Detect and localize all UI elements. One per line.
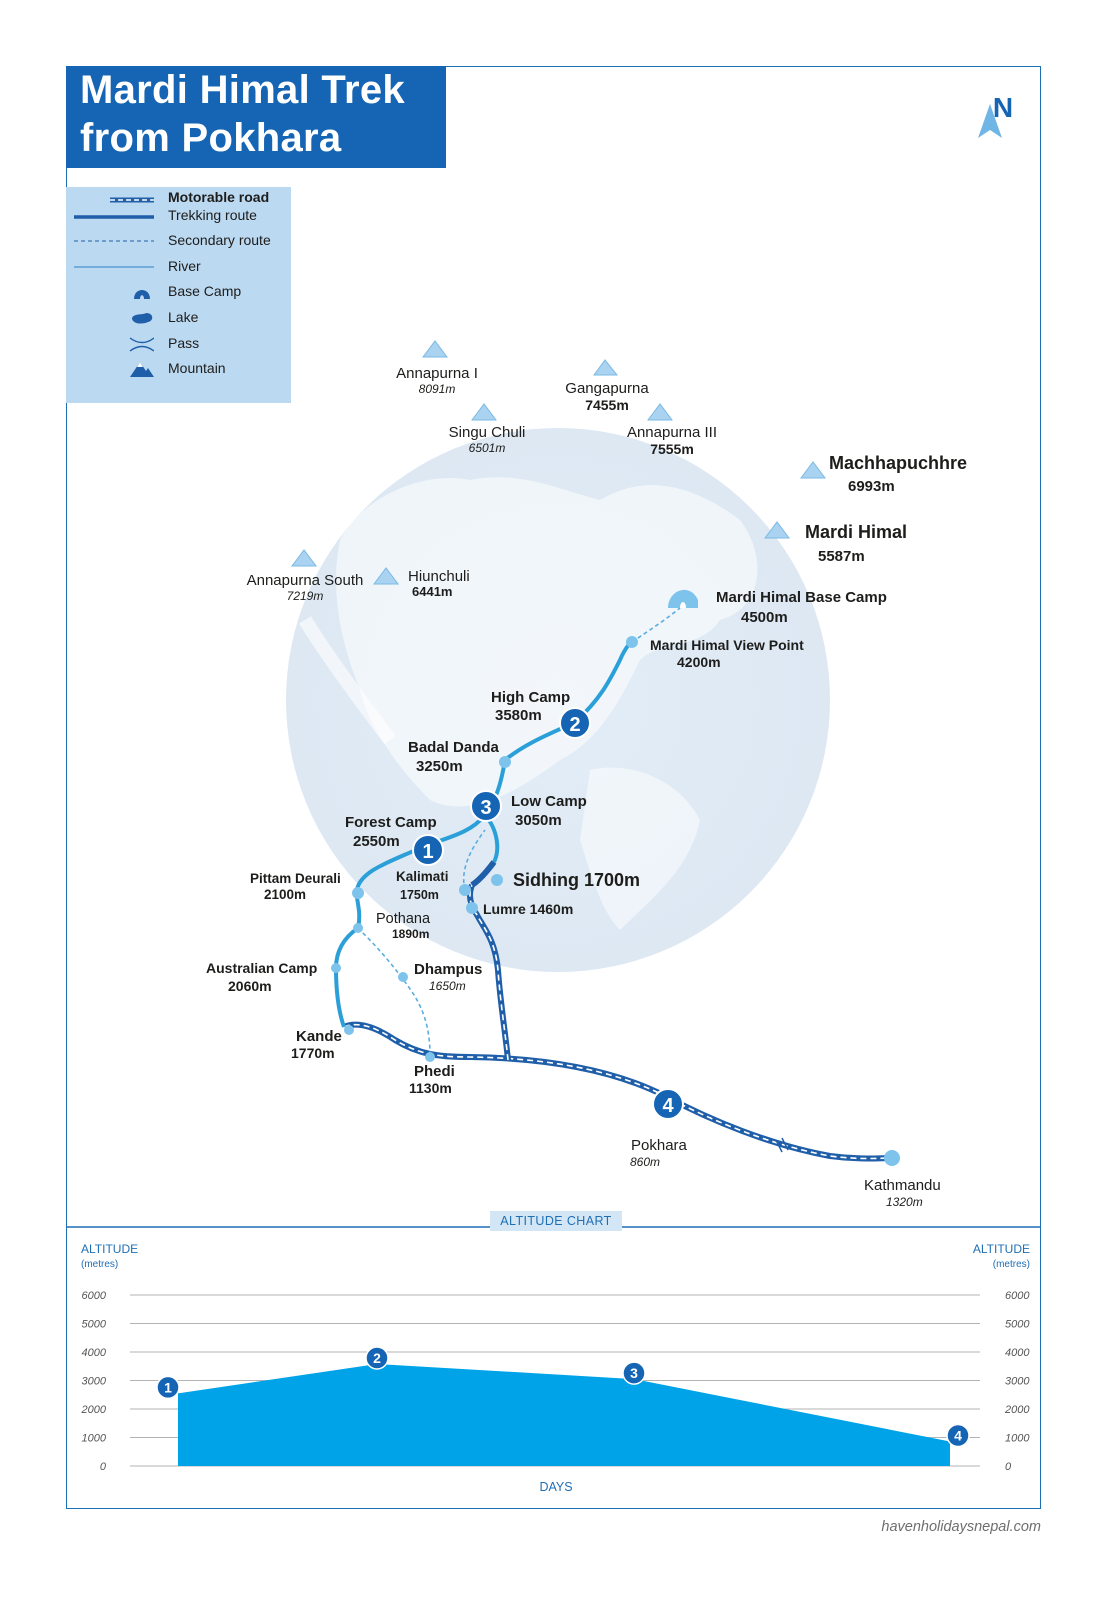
y-tick-label: 1000 — [1005, 1432, 1030, 1445]
mountain-icon — [648, 404, 672, 420]
svg-text:1: 1 — [422, 841, 434, 863]
north-arrow-icon — [978, 92, 1013, 138]
y-tick-label: 6000 — [81, 1290, 106, 1302]
day-marker-1 — [413, 835, 443, 865]
place-altitude: 860m — [630, 1155, 661, 1169]
lake-icon — [74, 309, 154, 329]
place-altitude: 1890m — [392, 927, 430, 941]
mountain-altitude: 6993m — [848, 478, 895, 495]
place-name: Kalimati — [396, 869, 449, 884]
legend-label: Pass — [168, 335, 200, 351]
place-name: Sidhing 1700m — [513, 870, 641, 890]
y-tick-label: 3000 — [1005, 1375, 1030, 1388]
legend-label: Mountain — [168, 360, 226, 376]
mountain-altitude: 7219m — [286, 589, 324, 603]
place-name: Pittam Deurali — [250, 871, 341, 886]
mountain-icon — [594, 360, 617, 375]
y-tick-label: 0 — [1005, 1461, 1012, 1473]
y-axis-right-label: ALTITUDE — [972, 1242, 1030, 1256]
mountain-name: Singu Chuli — [448, 424, 526, 441]
place-name: Badal Danda — [408, 739, 499, 756]
altitude-area — [178, 1364, 950, 1466]
place-name: Forest Camp — [345, 814, 437, 831]
x-axis-label: DAYS — [539, 1480, 573, 1494]
mountain-icon — [292, 550, 316, 566]
base-camp-icon — [74, 283, 154, 303]
page-title-line2: from Pokhara — [80, 116, 342, 160]
place-name: Pothana — [376, 911, 431, 927]
mountain-altitude: 5587m — [818, 548, 865, 565]
place-name: Low Camp — [511, 793, 587, 810]
map-legend — [66, 187, 291, 403]
legend-label: Motorable road — [168, 189, 270, 205]
place-name: Australian Camp — [206, 960, 318, 976]
river-icon — [74, 259, 154, 279]
title-banner — [66, 66, 446, 168]
pass-icon — [74, 335, 154, 355]
mountain-icon — [74, 359, 154, 379]
place-altitude: 1770m — [291, 1045, 335, 1061]
y-tick-label: 2000 — [81, 1404, 106, 1416]
legend-label: Trekking route — [168, 207, 257, 223]
place-name: Mardi Himal Base Camp — [716, 589, 887, 606]
y-tick-label: 5000 — [1005, 1318, 1030, 1331]
mountain-name: Mardi Himal — [805, 522, 908, 542]
mountain-name: Gangapurna — [565, 380, 649, 397]
legend-label: Lake — [168, 309, 199, 325]
day-marker-3 — [471, 791, 501, 821]
svg-text:3: 3 — [480, 797, 492, 819]
chart-day-marker — [157, 1376, 179, 1398]
place-altitude: 3580m — [495, 707, 542, 724]
place-name: Mardi Himal View Point — [650, 637, 804, 653]
place-name: Dhampus — [414, 961, 483, 978]
y-tick-label: 4000 — [81, 1347, 106, 1359]
place-altitude: 1750m — [400, 888, 439, 902]
day-marker-2 — [560, 708, 590, 738]
altitude-chart-tag: ALTITUDE CHART — [490, 1211, 622, 1231]
place-altitude: 1130m — [409, 1080, 452, 1096]
legend-label: Secondary route — [168, 232, 271, 248]
place-name: Phedi — [414, 1063, 455, 1080]
chart-day-marker — [623, 1362, 645, 1384]
legend-label: Base Camp — [168, 283, 242, 299]
mountain-name: Machhapuchhre — [829, 453, 968, 473]
chart-day-marker — [947, 1424, 969, 1446]
chart-day-marker — [366, 1347, 388, 1369]
secondary-route-icon — [74, 233, 154, 253]
y-tick-label: 6000 — [1005, 1290, 1030, 1302]
chart-marker-label: 3 — [630, 1365, 638, 1382]
legend-label: River — [168, 258, 201, 274]
page-title-line1: Mardi Himal Trek — [80, 68, 405, 112]
mountain-icon — [801, 462, 825, 478]
place-altitude: 1650m — [429, 979, 466, 993]
y-tick-label: 5000 — [81, 1318, 106, 1331]
y-tick-label: 1000 — [81, 1432, 106, 1445]
svg-text:4: 4 — [662, 1095, 674, 1117]
trekking-route-icon — [74, 209, 154, 229]
mountain-icon — [472, 404, 496, 420]
y-tick-label: 4000 — [1005, 1347, 1030, 1359]
svg-text:2: 2 — [569, 714, 581, 736]
website-credit: havenholidaysnepal.com — [881, 1519, 1041, 1535]
place-name: High Camp — [491, 689, 571, 706]
day-marker-4 — [653, 1089, 683, 1119]
place-altitude: 2100m — [264, 887, 307, 902]
place-name: Kathmandu — [864, 1177, 941, 1194]
mountain-altitude: 7555m — [650, 441, 694, 457]
mountain-name: Annapurna South — [246, 572, 364, 589]
mountain-icon — [423, 341, 447, 357]
chart-marker-label: 2 — [373, 1349, 381, 1366]
place-altitude: 2060m — [228, 978, 272, 994]
mountain-altitude: 8091m — [418, 382, 456, 396]
mountain-altitude: 7455m — [585, 397, 629, 413]
place-altitude: 2550m — [353, 833, 400, 850]
y-axis-left-unit: (metres) — [81, 1259, 119, 1270]
mountain-altitude: 6441m — [412, 584, 453, 599]
mountain-name: Annapurna I — [396, 365, 478, 382]
altitude-chart — [81, 1242, 1031, 1494]
place-altitude: 4500m — [741, 609, 788, 626]
place-name: Kande — [296, 1028, 342, 1045]
place-altitude: 4200m — [677, 654, 721, 670]
place-name: Lumre 1460m — [483, 901, 574, 917]
place-altitude: 1320m — [886, 1195, 923, 1209]
compass-label: N — [992, 92, 1014, 123]
y-axis-left-label: ALTITUDE — [81, 1242, 139, 1256]
y-tick-label: 3000 — [81, 1375, 106, 1388]
mountain-altitude: 6501m — [468, 441, 506, 455]
mountain-name: Hiunchuli — [408, 568, 470, 585]
chart-marker-label: 4 — [954, 1427, 962, 1444]
y-tick-label: 0 — [99, 1461, 106, 1473]
chart-marker-label: 1 — [164, 1379, 172, 1396]
y-tick-label: 2000 — [1005, 1404, 1030, 1416]
place-altitude: 3250m — [416, 758, 463, 775]
place-altitude: 3050m — [515, 812, 562, 829]
motorable-road-icon — [74, 191, 154, 211]
place-name: Pokhara — [631, 1137, 687, 1154]
mountain-name: Annapurna III — [626, 424, 718, 441]
y-axis-right-unit: (metres) — [992, 1259, 1030, 1270]
